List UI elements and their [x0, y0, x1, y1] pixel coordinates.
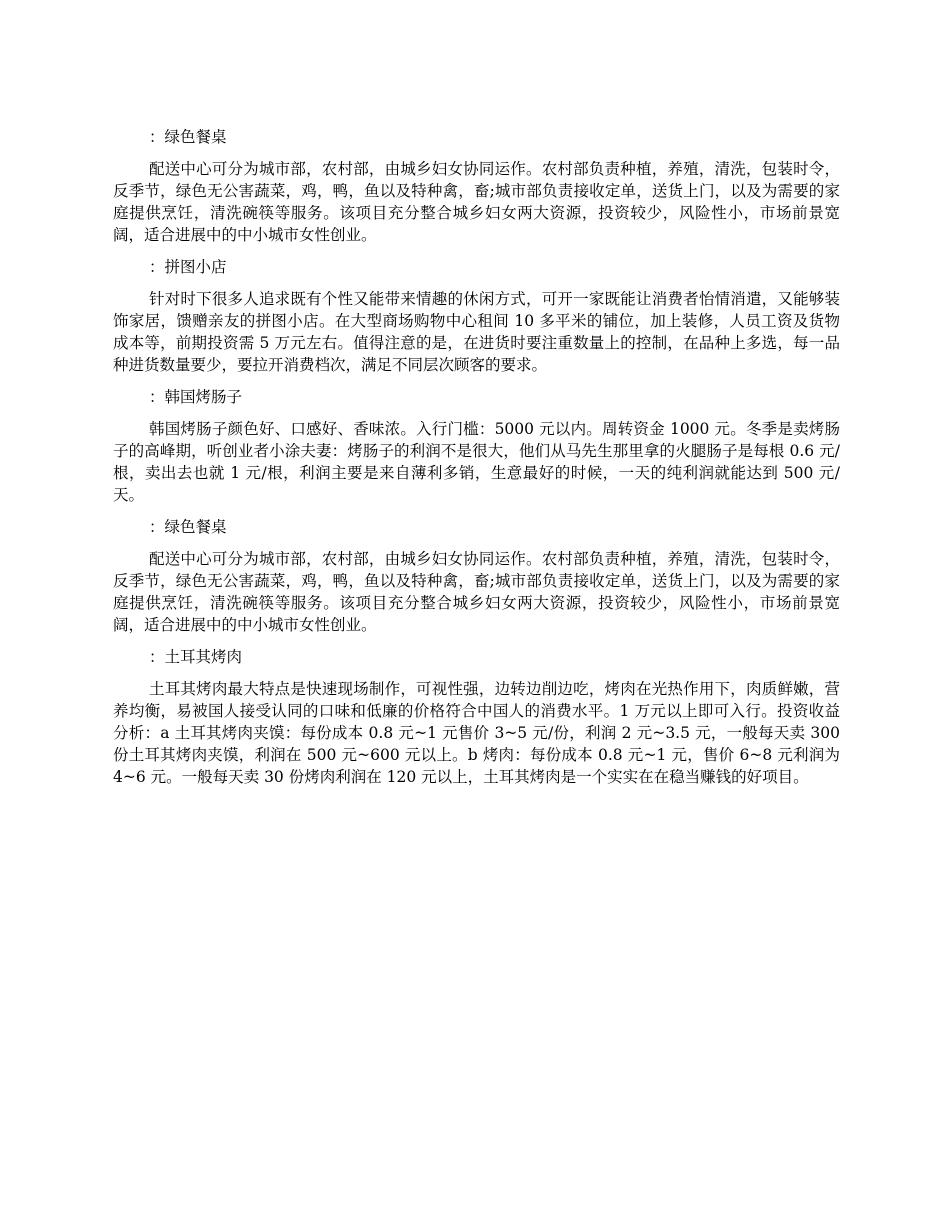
section-body: 配送中心可分为城市部，农村部，由城乡妇女协同运作。农村部负责种植，养殖，清洗，包装时令，反季节，绿色无公害蔬菜，鸡，鸭，鱼以及特种禽，畜;城市部负责接收定单，送货上门，以及为需要的家庭提供烹饪，清洗碗筷等服务。该项目充分整合城乡妇女两大资源，投资较少，风险性小，市场前景宽阔，适合进展中的中小城市女性创业。 [113, 550, 840, 634]
section-body: 针对时下很多人追求既有个性又能带来情趣的休闲方式，可开一家既能让消费者怡情消遣，又能够装饰家居，馈赠亲友的拼图小店。在大型商场购物中心租间 10 多平米的铺位，加上装修，人员工资及货物成本等，前期投资需 5 万元左右。值得注意的是，在进货时要注重数量上的控制，在品种上多选，每一品种进货数量要少，要拉开消费档次，满足不同层次顾客的要求。 [113, 290, 840, 374]
section-heading: ：韩国烤肠子 [149, 388, 243, 406]
section-body: 配送中心可分为城市部，农村部，由城乡妇女协同运作。农村部负责种植，养殖，清洗，包装时令，反季节，绿色无公害蔬菜，鸡，鸭，鱼以及特种禽，畜;城市部负责接收定单，送货上门，以及为需要的家庭提供烹饪，清洗碗筷等服务。该项目充分整合城乡妇女两大资源，投资较少，风险性小，市场前景宽阔，适合进展中的中小城市女性创业。 [113, 160, 840, 244]
section-turkish-kebab [113, 646, 840, 788]
section-heading: ：绿色餐桌 [149, 518, 227, 536]
section-green-table-1 [113, 126, 840, 246]
document-page [113, 126, 840, 798]
section-body: 土耳其烤肉最大特点是快速现场制作，可视性强，边转边削边吃，烤肉在光热作用下，肉质鲜嫩，营养均衡，易被国人接受认同的口味和低廉的价格符合中国人的消费水平。1 万元以上即可入行。投资收益分析：a 土耳其烤肉夹馍：每份成本 0.8 元~1 元售价 3~5 元/份，利润 2 元~3.5 元，一般每天卖 300 份土耳其烤肉夹馍，利润在 500 元~600 元以上。b 烤肉：每份成本 0.8 元~1 元，售价 6~8 元利润为 4~6 元。一般每天卖 30 份烤肉利润在 120 元以上，土耳其烤肉是一个实实在在稳当赚钱的好项目。 [113, 680, 840, 786]
section-heading: ：绿色餐桌 [149, 128, 227, 146]
section-green-table-2 [113, 516, 840, 636]
section-korean-sausage [113, 386, 840, 506]
section-body: 韩国烤肠子颜色好、口感好、香味浓。入行门槛：5000 元以内。周转资金 1000 元。冬季是卖烤肠子的高峰期，听创业者小涂夫妻：烤肠子的利润不是很大，他们从马先生那里拿的火腿肠子是每根 0.6 元/根，卖出去也就 1 元/根，利润主要是来自薄利多销，生意最好的时候，一天的纯利润就能达到 500 元/天。 [113, 420, 840, 504]
section-puzzle-shop [113, 256, 840, 376]
section-heading: ：土耳其烤肉 [149, 648, 243, 666]
section-heading: ：拼图小店 [149, 258, 227, 276]
